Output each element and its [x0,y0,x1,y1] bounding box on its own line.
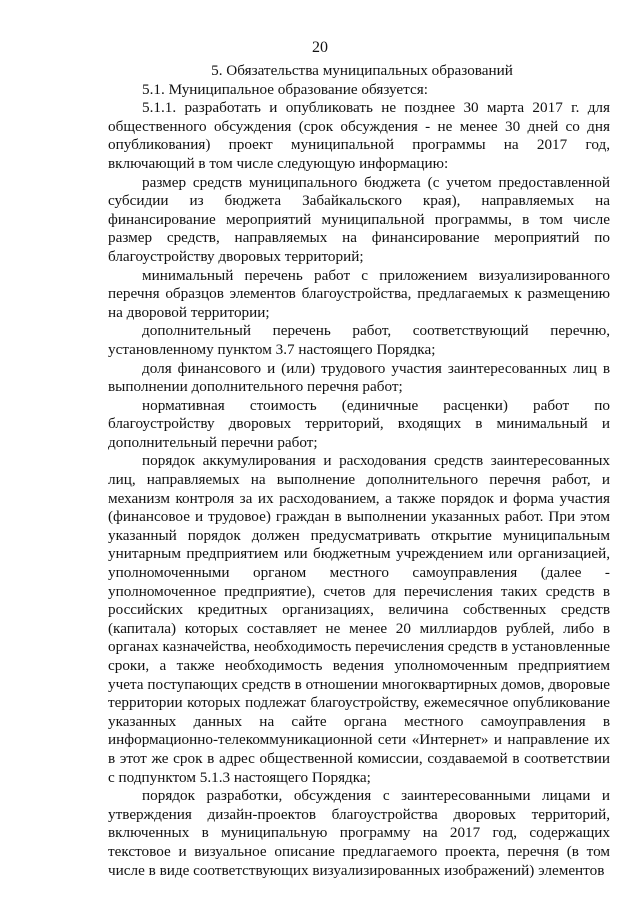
list-item: порядок разработки, обсуждения с заинтересованными лицами и утверждения дизайн-проектов благоустройства дворовых территорий, включенных в муниципальную программу на 2017 год, содержащих текстовое и визуальное описание предлагаемого проекта, перечня (в том числе в виде соответствующих визуализированных изображений) элементов [108,787,610,879]
list-item: доля финансового и (или) трудового участия заинтересованных лиц в выполнении дополнительного перечня работ; [108,359,610,396]
document-body [108,62,610,880]
section-heading: 5. Обязательства муниципальных образований [211,62,513,79]
clause-5-1: 5.1. Муниципальное образование обязуется: [142,80,428,98]
page-number: 20 [312,39,328,56]
clause-5-1-1: 5.1.1. разработать и опубликовать не позднее 30 марта 2017 г. для общественного обсуждения (срок обсуждения - не менее 30 дней со дня опубликования) проект муниципальной программы на 2017 год, включающий в том числе следующую информацию: [108,99,610,172]
list-item: минимальный перечень работ с приложением визуализированного перечня образцов элементов благоустройства, предлагаемых к размещению на дворовой территории; [108,266,610,321]
list-item: порядок аккумулирования и расходования средств заинтересованных лиц, направляемых на выполнение дополнительного перечня работ, и механизм контроля за их расходованием, а также порядок и форма участия (финансовое и трудовое) граждан в выполнении указанных работ. При этом указанный порядок должен предусматривать открытие муниципальным унитарным предприятием или бюджетным учреждением или организацией, уполномоченными органом местного самоуправления (далее - уполномоченное предприятие), счетов для перечисления таких средств в российских кредитных организациях, величина собственных средств (капитала) которых составляет не менее 20 миллиардов рублей, либо в органах казначейства, необходимость перечисления средств в установленные сроки, а также необходимость ведения уполномоченным предприятием учета поступающих средств в отношении многоквартирных домов, дворовые территории которых подлежат благоустройству, ежемесячное опубликование указанных данных на сайте органа местного самоуправления в информационно-телекоммуникационной сети «Интернет» и направление их в этот же срок в адрес общественной комиссии, создаваемой в соответствии с подпунктом 5.1.3 настоящего Порядка; [108,452,610,786]
list-item: нормативная стоимость (единичные расценки) работ по благоустройству дворовых территорий, входящих в минимальный и дополнительный перечни работ; [108,396,610,451]
list-item: размер средств муниципального бюджета (с учетом предоставленной субсидии из бюджета Забайкальского края), направляемых на финансирование мероприятий муниципальной программы, в том числе размер средств, направляемых на финансирование мероприятий по благоустройству дворовых территорий; [108,173,610,265]
list-item: дополнительный перечень работ, соответствующий перечню, установленному пунктом 3.7 настоящего Порядка; [108,322,610,358]
